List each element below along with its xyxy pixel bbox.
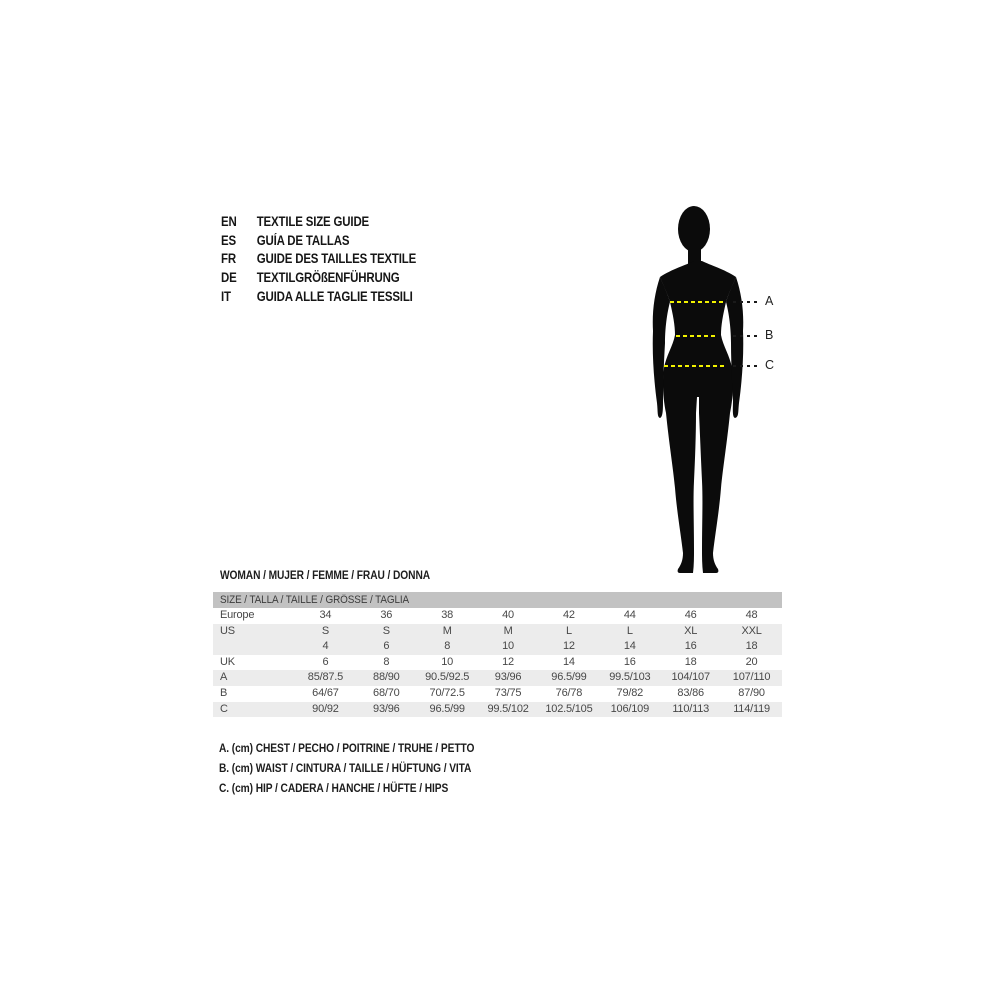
- row-label: Europe: [220, 609, 255, 621]
- size-value: XL: [684, 624, 698, 637]
- chest-line-dash: [670, 301, 726, 303]
- table-row-uk: [213, 655, 782, 671]
- size-value: 64/67: [312, 686, 339, 699]
- size-value: 14: [563, 655, 575, 668]
- language-code: FR: [221, 251, 236, 267]
- size-value: 73/75: [494, 686, 522, 699]
- language-title: GUIDA ALLE TAGLIE TESSILI: [256, 288, 413, 304]
- row-label: A: [220, 671, 228, 684]
- size-value: S: [321, 624, 329, 637]
- size-value: 8: [444, 640, 451, 653]
- size-value: 16: [623, 655, 636, 668]
- size-table: [213, 592, 782, 717]
- table-row-us: [213, 624, 782, 640]
- size-table-rows: [213, 608, 782, 717]
- size-value: 83/86: [677, 686, 704, 699]
- size-value: 76/78: [555, 686, 583, 699]
- size-value: 6: [383, 640, 390, 653]
- language-code: ES: [221, 232, 236, 248]
- table-row-c: [213, 702, 782, 718]
- legend-waist: B. (cm) WAIST / CINTURA / TAILLE / HÜFTUNG / VITA: [219, 761, 472, 775]
- size-value: 68/70: [373, 686, 400, 699]
- table-row-us-numeric: [213, 639, 782, 655]
- size-value: 106/109: [610, 702, 649, 715]
- size-value: M: [442, 624, 452, 637]
- size-value: 18: [684, 655, 697, 668]
- language-row-fr: [221, 250, 416, 269]
- size-value: 12: [502, 655, 514, 668]
- language-title: GUIDE DES TAILLES TEXTILE: [256, 251, 417, 267]
- size-value: 36: [380, 609, 393, 621]
- row-label: US: [220, 624, 235, 637]
- legend-chest: A. (cm) CHEST / PECHO / POITRINE / TRUHE / PETTO: [219, 741, 475, 755]
- row-label: B: [220, 686, 228, 699]
- language-title: GUÍA DE TALLAS: [256, 232, 350, 248]
- marker-label-a: A: [765, 294, 774, 308]
- size-value: 87/90: [738, 686, 765, 699]
- size-value: 104/107: [671, 671, 710, 684]
- waist-line-dash: [676, 335, 718, 337]
- table-row-b: [213, 686, 782, 702]
- size-value: 46: [684, 609, 697, 621]
- table-group-label: WOMAN / MUJER / FEMME / FRAU / DONNA: [220, 568, 431, 582]
- language-row-de: [221, 269, 416, 288]
- size-value: S: [382, 624, 390, 637]
- woman-silhouette-icon: [648, 203, 748, 575]
- row-label: C: [220, 702, 228, 715]
- size-value: 40: [502, 609, 514, 621]
- size-value: 42: [563, 609, 575, 621]
- marker-label-b: B: [765, 328, 774, 342]
- size-value: 107/110: [732, 671, 771, 684]
- size-value: 90.5/92.5: [425, 671, 470, 684]
- waist-line-leader: [733, 335, 758, 337]
- language-code: EN: [221, 214, 237, 229]
- row-label: [213, 639, 295, 655]
- size-value: 93/96: [373, 702, 400, 715]
- measurement-legend: [219, 738, 519, 798]
- size-value: 85/87.5: [307, 671, 344, 684]
- size-value: 14: [623, 640, 636, 653]
- size-value: 96.5/99: [551, 671, 587, 684]
- size-table-header-text: SIZE / TALLA / TAILLE / GRÖSSE / TAGLIA: [220, 594, 410, 606]
- size-table-header: [213, 592, 782, 608]
- size-value: 44: [623, 609, 636, 621]
- language-row-en: [221, 213, 416, 232]
- size-value: 79/82: [616, 686, 644, 699]
- language-row-it: [221, 288, 416, 307]
- chest-line-leader: [733, 301, 758, 303]
- size-value: L: [626, 624, 633, 637]
- language-title: TEXTILGRÖßENFÜHRUNG: [256, 270, 400, 286]
- size-value: 88/90: [373, 671, 400, 684]
- size-value: 114/119: [733, 702, 770, 715]
- language-code: IT: [221, 288, 231, 304]
- size-value: XXL: [741, 624, 762, 637]
- size-value: 96.5/99: [429, 702, 465, 715]
- row-label: UK: [220, 655, 235, 668]
- table-row-europe: [213, 608, 782, 624]
- size-value: 99.5/102: [487, 702, 529, 715]
- size-value: 16: [684, 640, 697, 653]
- language-title: TEXTILE SIZE GUIDE: [256, 214, 370, 229]
- size-value: M: [503, 624, 513, 637]
- language-list: [221, 213, 451, 306]
- size-value: 10: [441, 655, 454, 668]
- size-value: 48: [745, 609, 758, 621]
- hip-line-dash: [664, 365, 726, 367]
- size-value: 90/92: [312, 702, 339, 715]
- size-value: 10: [502, 640, 514, 653]
- size-value: 20: [745, 655, 758, 668]
- language-row-es: [221, 232, 416, 251]
- size-value: 99.5/103: [609, 671, 651, 684]
- size-value: 70/72.5: [429, 686, 465, 699]
- size-value: L: [565, 624, 572, 637]
- hip-line-leader: [733, 365, 758, 367]
- language-code: DE: [221, 270, 237, 286]
- size-value: 8: [383, 655, 390, 668]
- size-value: 110/113: [672, 702, 710, 715]
- size-value: 34: [319, 609, 332, 621]
- table-row-a: [213, 670, 782, 686]
- marker-label-c: C: [765, 358, 775, 372]
- size-value: 12: [563, 640, 575, 653]
- size-value: 102.5/105: [545, 702, 593, 715]
- size-value: 93/96: [494, 671, 522, 684]
- size-value: 38: [441, 609, 454, 621]
- size-value: 18: [745, 640, 758, 653]
- size-value: 4: [322, 640, 329, 653]
- size-value: 6: [322, 655, 329, 668]
- legend-hip: C. (cm) HIP / CADERA / HANCHE / HÜFTE / HIPS: [219, 781, 449, 795]
